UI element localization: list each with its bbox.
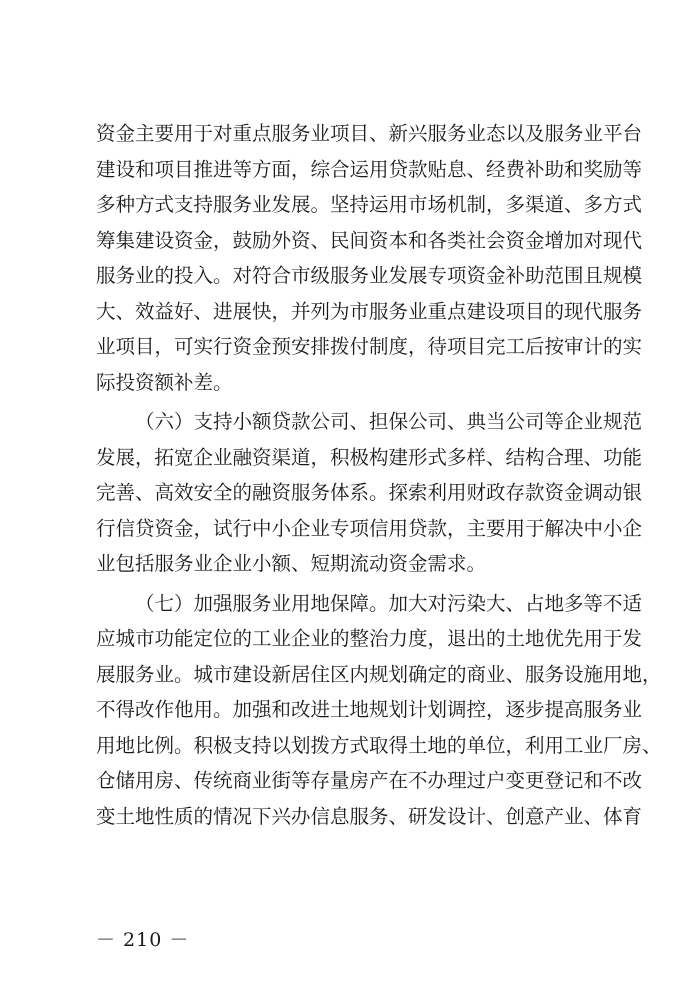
paragraph-line: 变土地性质的情况下兴办信息服务、研发设计、创意产业、体育 (96, 804, 643, 828)
page-number: － 210 － (96, 929, 190, 951)
paragraph-line: 服务业的投入。对符合市级服务业发展专项资金补助范围且规模 (96, 264, 643, 287)
paragraph-line: 多种方式支持服务业发展。坚持运用市场机制，多渠道、多方式 (96, 193, 643, 216)
paragraph-line: 发展，拓宽企业融资渠道，积极构建形式多样、结构合理、功能 (96, 445, 643, 469)
paragraph-line: 展服务业。城市建设新居住区内规划确定的商业、服务设施用地， (96, 662, 662, 686)
paragraph-line: 资金主要用于对重点服务业项目、新兴服务业态以及服务业平台 (96, 122, 643, 145)
paragraph-line: 业包括服务业企业小额、短期流动资金需求。 (96, 552, 487, 575)
paragraph-line: （六）支持小额贷款公司、担保公司、典当公司等企业规范 (135, 410, 643, 433)
paragraph-line: 完善、高效安全的融资服务体系。探索利用财政存款资金调动银 (96, 481, 643, 504)
paragraph-line: 不得改作他用。加强和改进土地规划计划调控，逐步提高服务业 (96, 698, 643, 721)
body-text (96, 116, 662, 834)
paragraph-line: 际投资额补差。 (96, 370, 233, 394)
paragraph-line: 业项目，可实行资金预安排拨付制度，待项目完工后按审计的实 (96, 335, 643, 358)
paragraph-line: 建设和项目推进等方面，综合运用贷款贴息、经费补助和奖励等 (96, 157, 643, 181)
paragraph-line: 行信贷资金，试行中小企业专项信用贷款，主要用于解决中小企 (96, 516, 643, 540)
paragraph-line: 筹集建设资金，鼓励外资、民间资本和各类社会资金增加对现代 (96, 228, 643, 252)
paragraph-line: 用地比例。积极支持以划拨方式取得土地的单位，利用工业厂房、 (96, 733, 662, 757)
paragraph-line: 应城市功能定位的工业企业的整治力度，退出的土地优先用于发 (96, 627, 643, 650)
paragraph-line: （七）加强服务业用地保障。加大对污染大、占地多等不适 (135, 591, 643, 615)
paragraph-line: 大、效益好、进展快，并列为市服务业重点建设项目的现代服务 (96, 299, 643, 323)
paragraph-line: 仓储用房、传统商业街等存量房产在不办理过户变更登记和不改 (96, 769, 643, 792)
